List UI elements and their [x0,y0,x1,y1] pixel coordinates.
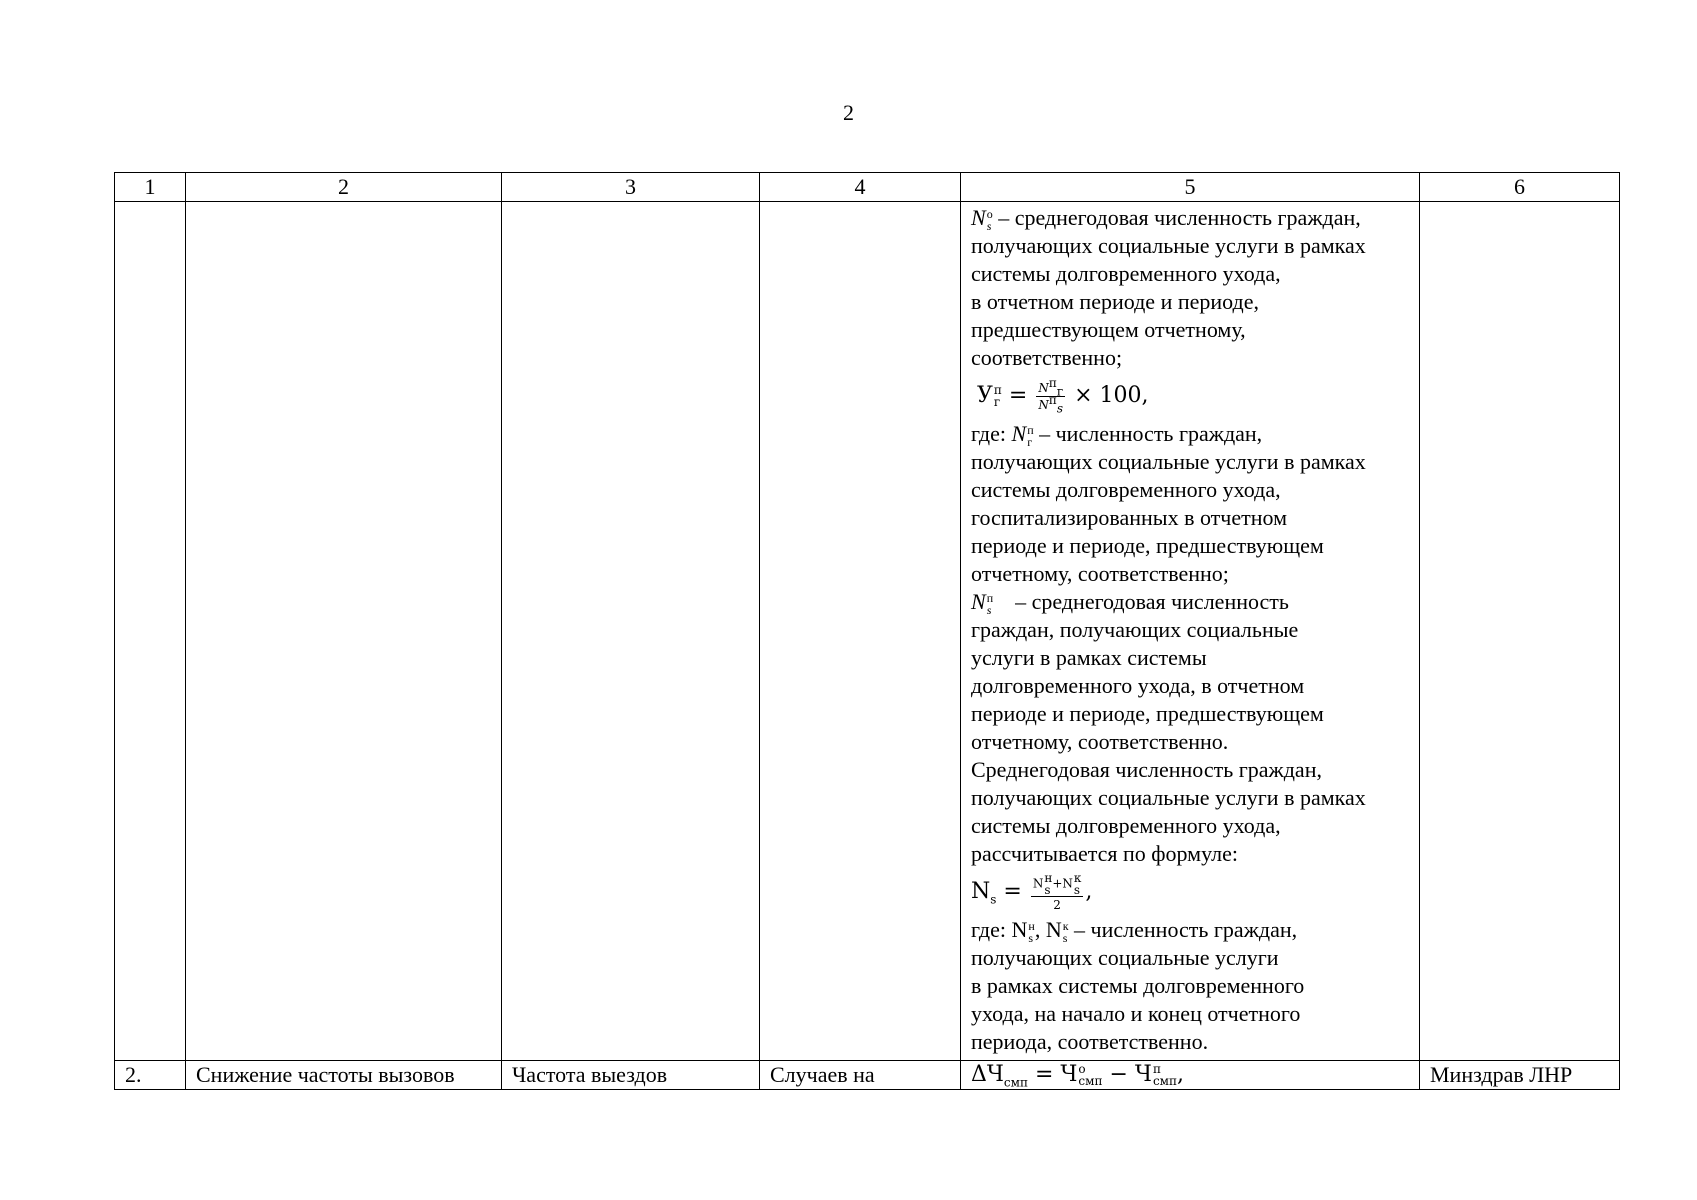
indicators-table [114,172,1620,1090]
row1-cell-6 [1420,202,1620,1061]
column-header-6: 6 [1420,173,1620,202]
header-row [115,173,1620,202]
text-line: рассчитывается по формуле: [971,841,1238,866]
row2-responsible: Минздрав ЛНР [1420,1061,1620,1090]
row2-formula: $\Delta Ч_{смп} = Ч$ о смп − Ч п смп , [961,1061,1420,1090]
text-line: в рамках системы долговременного [971,973,1305,998]
page-number: 2 [843,100,854,125]
text-line: периода, соответственно. [971,1029,1209,1054]
text-line: граждан, получающих социальные [971,617,1299,642]
text-line: получающих социальные услуги [971,945,1279,970]
text-line: отчетному, соответственно. [971,729,1229,754]
row1-cell-5-methodology [961,202,1420,1061]
column-header-5: 5 [961,173,1420,202]
column-header-4: 4 [760,173,961,202]
row2-unit: Случаев на [760,1061,961,1090]
text-line: ухода, на начало и конец отчетного [971,1001,1301,1026]
row1-cell-4 [760,202,961,1061]
formula-average-number: $N_s$ = N н s +N к s 2 , [971,870,1093,912]
column-header-3: 3 [502,173,760,202]
text-line: периоде и периоде, предшествующем [971,533,1324,558]
text-line: получающих социальные услуги в рамках [971,785,1366,810]
row2-goal: Снижение частоты вызовов [186,1061,502,1090]
text-line: получающих социальные услуги в рамках [971,233,1366,258]
text-line: отчетному, соответственно; [971,561,1229,586]
row2-indicator: Частота выездов [502,1061,760,1090]
formula-hospitalization-share: У п г = $\frac{N^п_г}{N^п_s}$ × 100, [977,375,1149,415]
row2-number: 2. [115,1061,186,1090]
text-line: системы долговременного ухода, [971,813,1281,838]
text-line: госпитализированных в отчетном [971,505,1288,530]
text-line: периоде и периоде, предшествующем [971,701,1324,726]
definition-ns-start-end: где: N н s , N к s – численность граждан, [971,917,1298,945]
definition-ns-p: N п s – среднегодовая численность [971,589,1289,617]
text-line: получающих социальные услуги в рамках [971,449,1366,474]
column-header-1: 1 [115,173,186,202]
table-row [115,202,1620,1061]
definition-nr-p: где: N п г – численность граждан, [971,421,1263,449]
text-line: долговременного ухода, в отчетном [971,673,1305,698]
text-line: предшествующем отчетному, [971,317,1246,342]
text-line: соответственно; [971,345,1123,370]
definition-ns-o: N о s – среднегодовая численность граждан, [971,205,1361,233]
text-line: Среднегодовая численность граждан, [971,757,1322,782]
table-row [115,1061,1620,1090]
row1-cell-2 [186,202,502,1061]
row1-cell-3 [502,202,760,1061]
text-line: в отчетном периоде и периоде, [971,289,1259,314]
text-line: услуги в рамках системы [971,645,1207,670]
text-line: системы долговременного ухода, [971,261,1281,286]
row1-cell-1 [115,202,186,1061]
text-line: системы долговременного ухода, [971,477,1281,502]
column-header-2: 2 [186,173,502,202]
